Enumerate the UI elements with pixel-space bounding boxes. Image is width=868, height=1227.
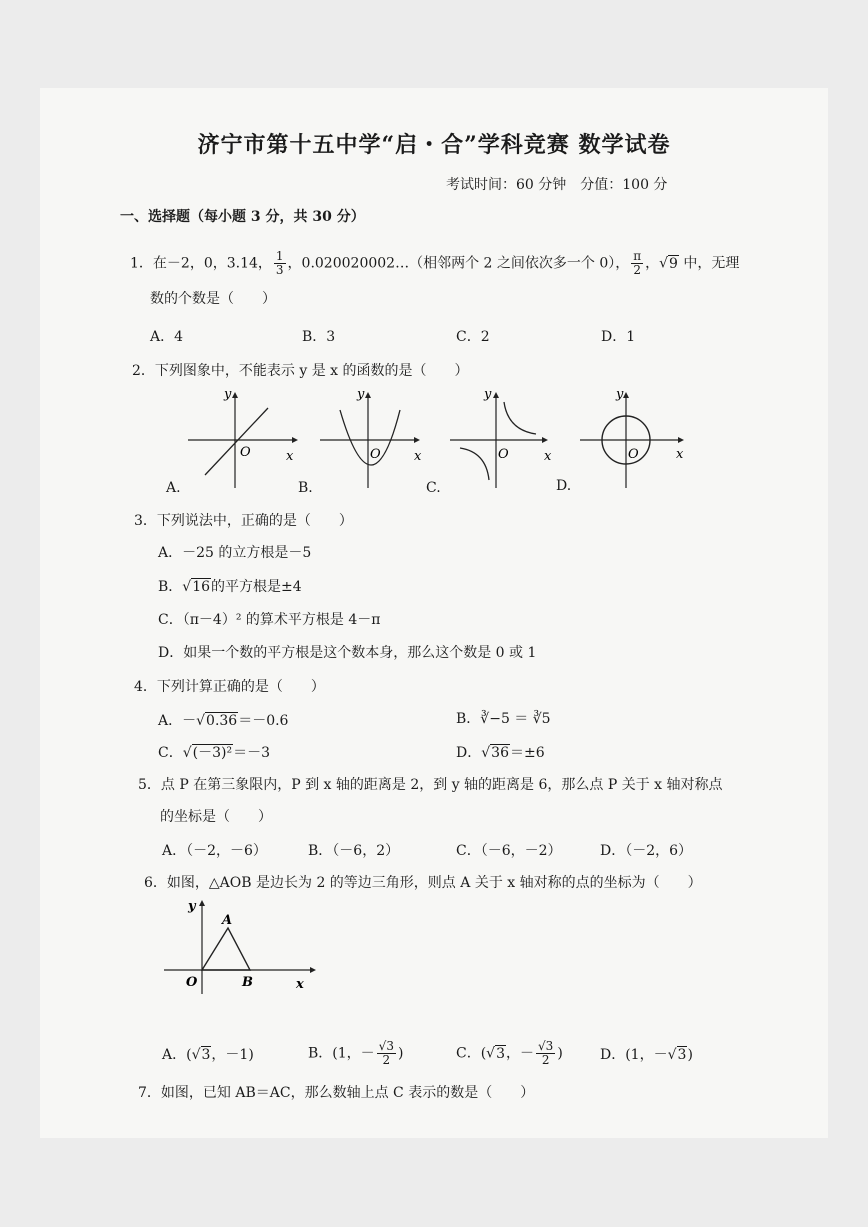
q2-option-d-label[interactable]: D. — [556, 478, 572, 494]
q4-option-b[interactable]: B．∛−5 ＝ ∛5 — [456, 711, 551, 727]
question-1 — [130, 250, 739, 277]
question-4: 4．下列计算正确的是（ ） — [134, 679, 325, 695]
graph-a[interactable] — [188, 387, 298, 488]
graph-c[interactable] — [450, 387, 552, 488]
q1-option-d[interactable]: D．1 — [601, 329, 636, 345]
q6-triangle-figure — [160, 892, 330, 996]
sqrt-arg: 9 — [669, 255, 678, 272]
q1-text-tail: 中，无理 — [678, 255, 740, 272]
graph-d[interactable] — [580, 387, 684, 488]
axis-x-label: x — [676, 447, 684, 462]
q2-option-b-label[interactable]: B. — [298, 480, 313, 496]
q3-option-c[interactable]: C．（π－4）² 的算术平方根是 4－π — [158, 612, 381, 628]
q3-option-a[interactable]: A．－25 的立方根是－5 — [158, 545, 312, 561]
section-heading: 一、选择题（每小题 3 分，共 30 分） — [120, 209, 365, 225]
question-7: 7．如图，已知 AB＝AC，那么数轴上点 C 表示的数是（ ） — [138, 1085, 535, 1101]
fig-x-label: x — [296, 977, 304, 992]
q1-option-a[interactable]: A．4 — [150, 329, 184, 345]
fig-point-a-label: A — [222, 913, 233, 928]
fig-point-b-label: B — [242, 975, 253, 990]
question-6: 6．如图，△AOB 是边长为 2 的等边三角形，则点 A 关于 x 轴对称的点的坐标为（ ） — [144, 875, 702, 891]
axis-x-label: x — [414, 449, 422, 464]
origin-label: O — [240, 445, 251, 460]
axis-y-label: y — [357, 387, 365, 402]
exam-meta: 考试时间：60 分钟 分值：100 分 — [446, 177, 668, 193]
sqrt-sign: ，√ — [645, 255, 669, 272]
q6-option-c[interactable]: C．(√3，－ $\frac{√3}{2}$ ) — [456, 1039, 563, 1067]
q2-option-a-label[interactable]: A. — [166, 480, 181, 496]
axis-y-label: y — [616, 387, 624, 402]
triangle-aob — [202, 928, 250, 970]
graph-b[interactable] — [320, 387, 422, 488]
origin-label: O — [370, 447, 381, 462]
q1-text-lead: 1．在－2，0，3.14， — [130, 255, 272, 272]
fig-y-label: y — [188, 899, 196, 914]
q4-option-d[interactable]: D．√36＝±6 — [456, 745, 545, 761]
q4-option-a[interactable]: A．－√0.36＝－0.6 — [158, 713, 289, 729]
q5-option-d[interactable]: D．（－2，6） — [600, 843, 693, 859]
q2-option-c-label[interactable]: C. — [426, 480, 441, 496]
q5-option-a[interactable]: A．（－2，－6） — [162, 843, 267, 859]
question-1-line2: 数的个数是（ ） — [150, 291, 276, 307]
fraction-one-third: $\frac{1}{3}$ — [275, 249, 284, 277]
q5-option-b[interactable]: B．（－6，2） — [308, 843, 400, 859]
q6-option-d[interactable]: D．(1，－√3) — [600, 1047, 693, 1063]
q5-option-c[interactable]: C．（－6，－2） — [456, 843, 562, 859]
q3-option-b[interactable]: B．√16的平方根是±4 — [158, 579, 302, 595]
fraction-pi-half: $\frac{\pi}{2}$ — [633, 249, 642, 277]
q4-option-c[interactable]: C．√(－3)²＝－3 — [158, 745, 271, 761]
page-title: 济宁市第十五中学“启・合”学科竞赛 数学试卷 — [197, 132, 671, 158]
question-2: 2．下列图象中，不能表示 y 是 x 的函数的是（ ） — [132, 363, 469, 379]
question-5-line2: 的坐标是（ ） — [160, 809, 272, 825]
axis-x-label: x — [544, 449, 552, 464]
q1-option-c[interactable]: C．2 — [456, 329, 490, 345]
axis-y-label: y — [484, 387, 492, 402]
q3-option-d[interactable]: D．如果一个数的平方根是这个数本身，那么这个数是 0 或 1 — [158, 645, 537, 661]
origin-label: O — [628, 447, 639, 462]
q1-text-mid: ，0.020020002…（相邻两个 2 之间依次多一个 0）， — [287, 255, 630, 272]
question-3: 3．下列说法中，正确的是（ ） — [134, 513, 353, 529]
axis-x-label: x — [286, 449, 294, 464]
origin-label: O — [498, 447, 509, 462]
q6-option-b[interactable]: B．(1，－ $\frac{√3}{2}$ ) — [308, 1039, 404, 1067]
q1-option-b[interactable]: B．3 — [302, 329, 336, 345]
question-5: 5．点 P 在第三象限内，P 到 x 轴的距离是 2，到 y 轴的距离是 6，那么点 P 关于 x 轴对称点 — [138, 777, 723, 793]
fig-origin-label: O — [186, 975, 198, 990]
axis-y-label: y — [224, 387, 232, 402]
q6-option-a[interactable]: A．(√3，－1) — [162, 1047, 254, 1063]
